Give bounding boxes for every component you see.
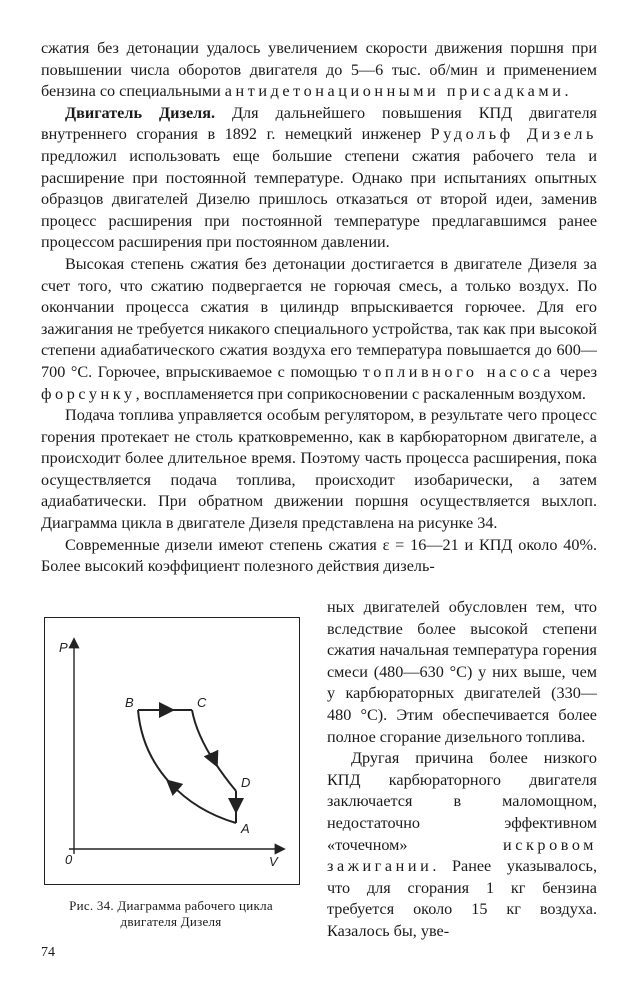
emphasized-name: Рудольф Дизель (430, 125, 597, 144)
paragraph-compression (41, 254, 597, 405)
point-b-label: B (125, 695, 134, 710)
figure-caption (40, 898, 302, 930)
emphasized-term: антидетонационными присадками (224, 82, 565, 101)
paragraph-text: через (554, 362, 597, 381)
paragraph-text: Современные дизели имеют степень сжатия ε = 16—21 и КПД около 40%. Более высокий коэффициент полезного действия дизель- (41, 535, 597, 576)
text-block-top (41, 38, 597, 578)
emphasized-term: форсунку (41, 384, 136, 403)
paragraph-text: Другая причина более низкого КПД карбюраторного двигателя заключается в маломощном, недостаточно эффективном «точечном» (327, 749, 597, 854)
curve-ab (138, 710, 236, 823)
paragraph-continuation (41, 38, 597, 103)
paragraph-modern-diesels (41, 535, 597, 578)
paragraph-text: , воспламеняется при соприкосновении с раскаленным воздухом. (135, 384, 586, 403)
paragraph-text: предложил использовать еще большие степени сжатия рабочего тела и расширение при постоянной температуре. Однако при испытаниях опытных образцов двигателей Дизелю пришлось отказаться от второй идеи, заменив процесс расширения при постоянной температуре предлагавшимся ранее процессом расширения при постоянном давлении. (41, 146, 597, 252)
emphasized-term: искровом зажигании (327, 835, 597, 876)
page-number: 74 (41, 945, 55, 960)
paragraph-text: сжатия без детонации удалось увеличением скорости движения поршня при повышении числа оборотов двигателя до 5—6 тыс. об/мин и применением бензина со специальными (41, 39, 597, 101)
curve-cd (192, 710, 236, 791)
point-c-label: C (197, 695, 207, 710)
paragraph-text: . (564, 82, 569, 101)
paragraph-diesel-engine (41, 103, 597, 254)
figure-frame (44, 617, 300, 885)
p-axis-label: P (59, 640, 68, 655)
paragraph-text: Для дальнейшего повышения КПД двигателя внутреннего сгорания в 1892 г. немецкий инженер (41, 103, 597, 144)
origin-label: 0 (65, 852, 73, 867)
point-d-label: D (241, 775, 251, 790)
point-a-label: A (241, 821, 250, 836)
caption-line: Рис. 34. Диаграмма рабочего цикла (69, 898, 273, 913)
section-heading: Двигатель Дизеля. (65, 103, 216, 122)
diesel-cycle-diagram (45, 618, 299, 884)
paragraph-other-reason (327, 748, 597, 942)
paragraph-fuel-supply (41, 405, 597, 535)
caption-line: двигателя Дизеля (120, 914, 222, 929)
paragraph-continuation (327, 597, 597, 748)
paragraph-text: . Ранее указывалось, что для сгорания 1 кг бензина требуется около 15 кг воздуха. Казалось бы, уве- (327, 857, 597, 940)
emphasized-term: топливного насоса (362, 362, 555, 381)
paragraph-text: Подача топлива управляется особым регулятором, в результате чего процесс горения протекает не столь кратковременно, как в карбюраторном двигателе, а происходит более длительное время. Поэтому часть процесса расширения, пока осуществляется подача топлива, происходит изобарически, а затем адиабатически. При обратном движении поршня осуществляется выхлоп. Диаграмма цикла в двигателе Дизеля представлена на рисунке 34. (41, 406, 597, 533)
arrow-ab (169, 782, 178, 790)
paragraph-text: Высокая степень сжатия без детонации достигается в двигателе Дизеля за счет того, что сжатию подвергается не горючая смесь, а только воздух. По окончании процесса сжатия в цилиндр впрыскивается горючее. Для его зажигания не требуется никакого специального устройства, так как при высокой степени адиабатического сжатия воздуха его температура повышается до 600—700 °С. Горючее, впрыскиваемое с помощью (41, 254, 597, 381)
paragraph-text: ных двигателей обусловлен тем, что вследствие более высокой степени сжатия начальная температура горения смеси (480—630 °С) у них выше, чем у карбюраторных двигателей (330—480 °С). Этим обеспечивается более полное сгорание дизельного топлива. (327, 598, 597, 746)
v-axis-label: V (269, 854, 278, 869)
text-column-right (327, 597, 597, 943)
